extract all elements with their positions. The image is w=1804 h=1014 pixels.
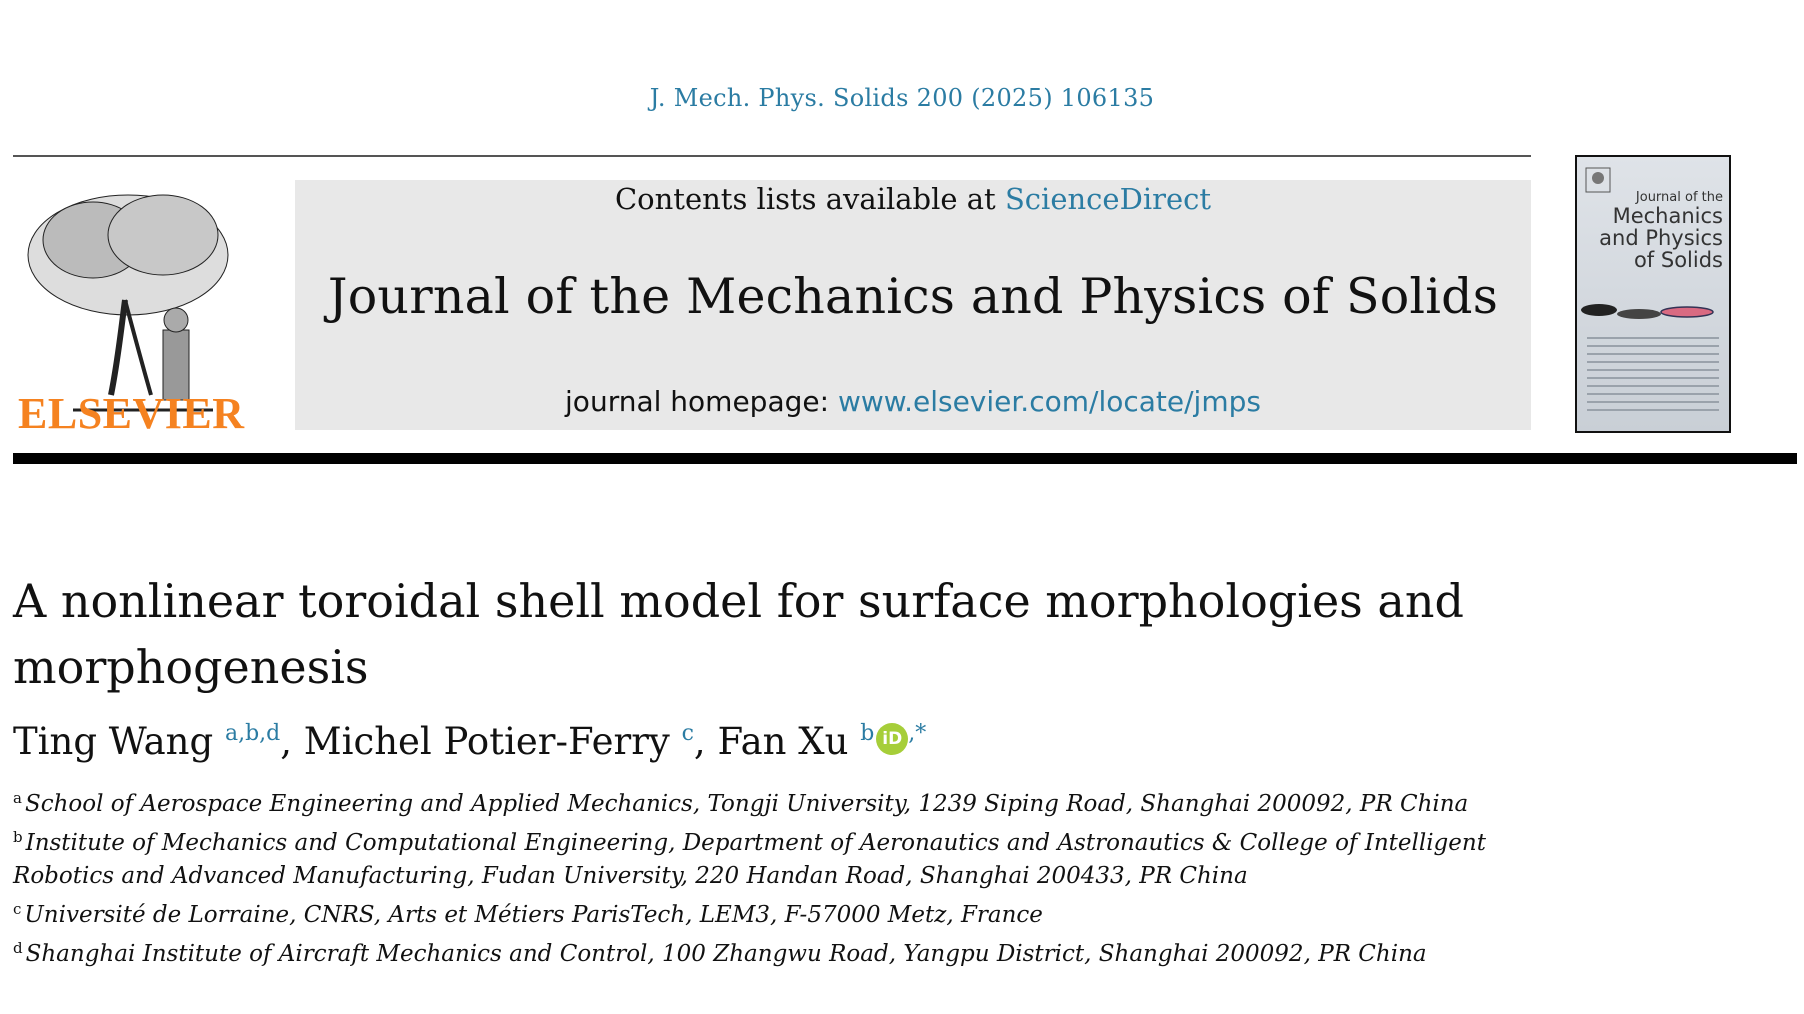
affiliation-text: Shanghai Institute of Aircraft Mechanics and Control, 100 Zhangwu Road, Yangpu District, Shanghai 200092, PR China <box>25 941 1427 967</box>
cover-title <box>1599 191 1723 271</box>
contents-prefix: Contents lists available at <box>614 182 1005 216</box>
article-title: A nonlinear toroidal shell model for surface morphologies and morphogenesis <box>13 574 1464 694</box>
affiliation-text: Institute of Mechanics and Computational Engineering, Department of Aeronautics and Astronautics & College of Intelligent Robotics and Advanced Manufacturing, Fudan University, 220 Handan Road, Shanghai 200433, PR China <box>13 830 1486 889</box>
header-bottom-rule <box>13 453 1797 464</box>
cover-logo-icon <box>1585 167 1611 193</box>
cover-title-small: Journal of the <box>1635 190 1723 205</box>
author-name[interactable]: Fan Xu <box>717 720 849 763</box>
affiliation-item <box>13 821 1493 893</box>
author-affiliation-marks[interactable]: a,b,d <box>224 721 281 746</box>
orcid-icon[interactable]: iD <box>876 723 908 755</box>
cover-editorial-board <box>1587 337 1719 417</box>
cover-title-line-2: and Physics <box>1599 225 1723 250</box>
affiliation-label: b <box>13 828 23 846</box>
affiliation-text: School of Aerospace Engineering and Applied Mechanics, Tongji University, 1239 Siping Road, Shanghai 200092, PR China <box>24 791 1469 817</box>
affiliations <box>13 782 1493 971</box>
affiliation-label: c <box>13 900 22 918</box>
author-affiliation-marks[interactable]: c <box>681 721 694 746</box>
journal-citation[interactable]: J. Mech. Phys. Solids 200 (2025) 106135 <box>649 84 1155 112</box>
cover-title-line-1: Mechanics <box>1612 203 1723 228</box>
homepage-prefix: journal homepage: <box>565 385 838 418</box>
journal-cover-thumbnail[interactable] <box>1575 155 1731 433</box>
elsevier-wordmark[interactable]: ELSEVIER <box>18 389 245 438</box>
author-list: Ting Wang $^{a,b,d}$, Michel Potier-Ferry $^c$, Fan Xu $^b$ iD ,* <box>13 720 927 763</box>
affiliation-item <box>13 782 1493 821</box>
contents-line <box>295 180 1531 216</box>
affiliation-text: Université de Lorraine, CNRS, Arts et Métiers ParisTech, LEM3, F-57000 Metz, France <box>24 902 1043 928</box>
corresponding-author-mark[interactable]: ,* <box>908 721 927 746</box>
affiliation-label: a <box>13 789 22 807</box>
header-top-rule <box>13 155 1531 157</box>
sciencedirect-link[interactable]: ScienceDirect <box>1004 182 1212 216</box>
affiliation-item <box>13 932 1493 971</box>
affiliation-item <box>13 893 1493 932</box>
affiliation-label: d <box>13 939 23 957</box>
cover-artwork <box>1577 292 1729 332</box>
author-name[interactable]: Ting Wang <box>13 720 214 763</box>
journal-banner <box>295 180 1531 430</box>
author-name[interactable]: Michel Potier-Ferry <box>303 720 670 763</box>
cover-title-line-3: of Solids <box>1633 247 1723 272</box>
author-affiliation-marks[interactable]: b <box>860 721 875 746</box>
homepage-line <box>295 385 1531 418</box>
journal-title: Journal of the Mechanics and Physics of Solids <box>327 268 1499 325</box>
journal-homepage-link[interactable]: www.elsevier.com/locate/jmps <box>837 385 1261 418</box>
